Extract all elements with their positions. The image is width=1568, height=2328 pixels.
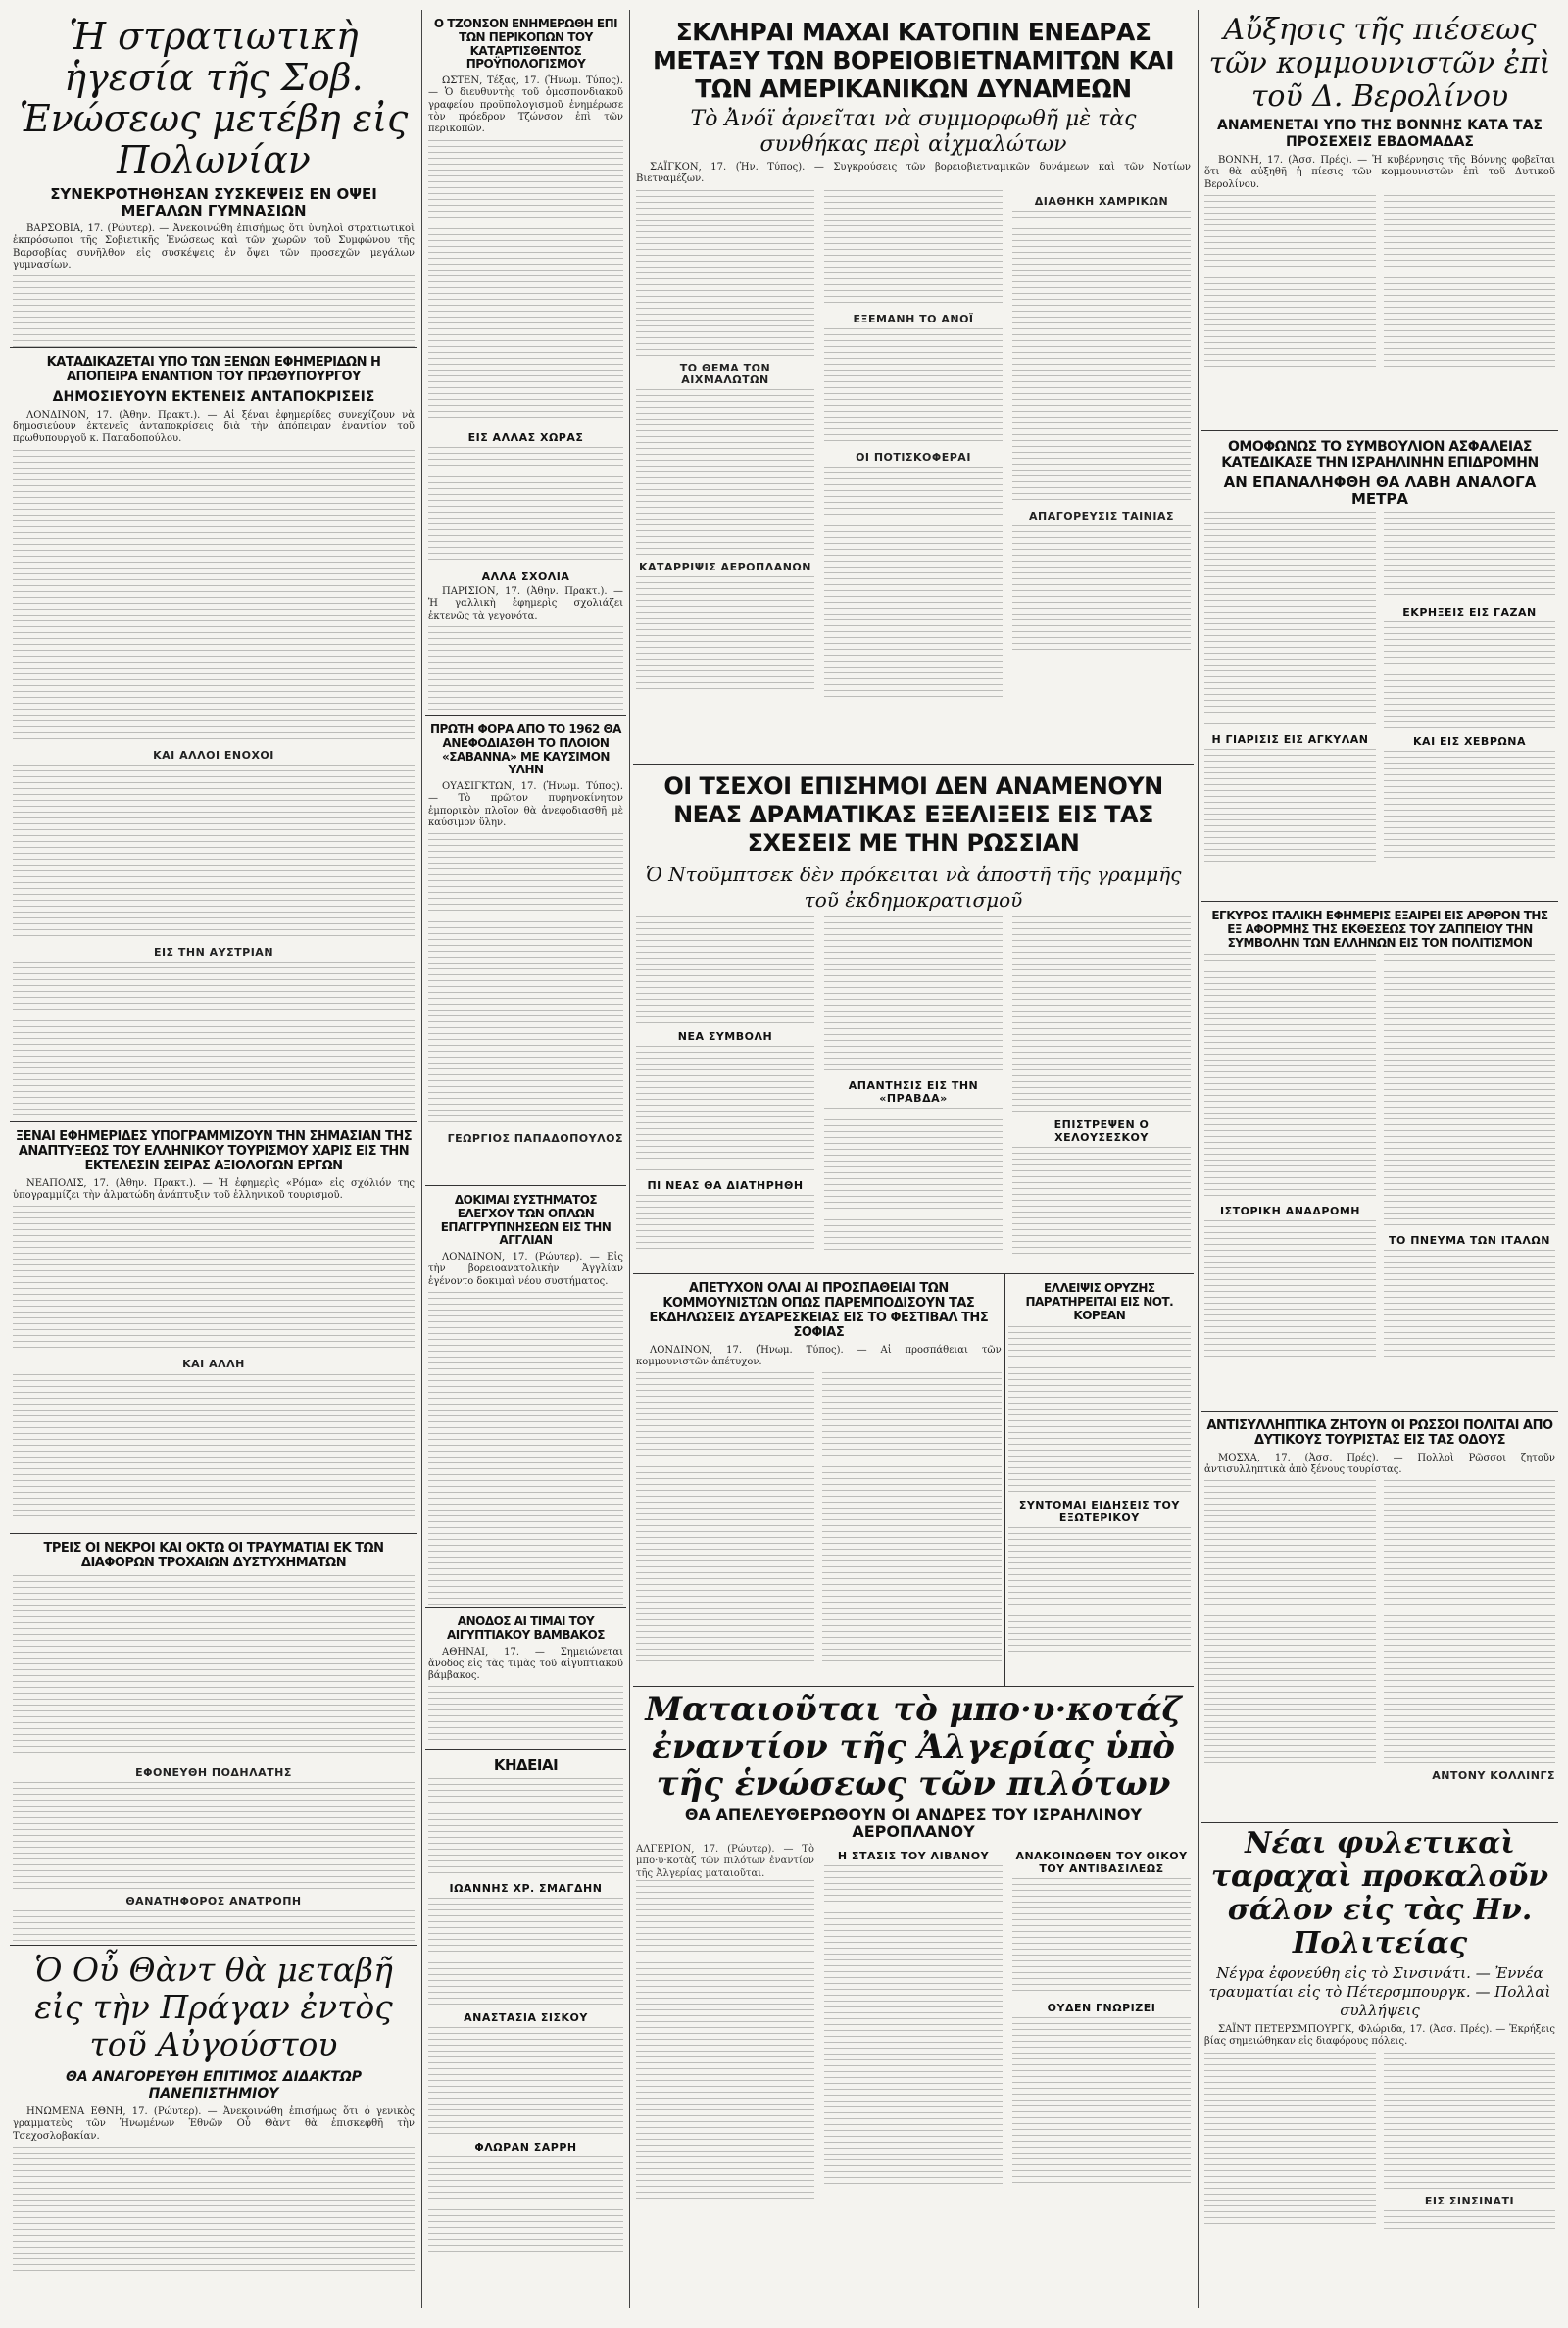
story-u-thant	[10, 1946, 417, 2308]
article-column	[636, 190, 814, 703]
section-kicker: ΤΟ ΠΝΕΥΜΑ ΤΩΝ ΙΤΑΛΩΝ	[1389, 1234, 1550, 1248]
text-lines	[428, 833, 623, 1127]
text-lines	[636, 190, 814, 357]
text-lines	[1384, 195, 1555, 371]
section-kicker: ΕΙΣ ΑΛΛΑΣ ΧΩΡΑΣ	[467, 431, 584, 444]
section-kicker: ΕΞΕΜΑΝΗ ΤΟ ΑΝΟΪ	[853, 312, 974, 325]
article-columns	[1204, 195, 1555, 371]
article-columns	[1204, 1480, 1555, 1764]
article-column	[1012, 190, 1191, 703]
article-columns	[1204, 2053, 1555, 2230]
story-vietnam	[633, 10, 1194, 765]
article-text: ΟΥΑΣΙΓΚΤΩΝ, 17. (Ἡνωμ. Τύπος). — Τὸ πρῶτον πυρηνοκίνητον ἐμπορικὸν πλοῖον θὰ ἀνεφοδιασθῆ μὲ καύσιμον ὕλην.	[428, 781, 623, 829]
section-kicker: ΟΙ ΠΟΤΙΣΚΟΦΕΡΑΙ	[856, 450, 971, 464]
text-lines	[822, 1372, 1001, 1666]
text-lines	[1384, 1250, 1555, 1367]
text-lines	[13, 962, 415, 1118]
newspaper-page	[10, 10, 1558, 2308]
text-lines	[1384, 954, 1555, 1228]
article-body	[1204, 2024, 1555, 2230]
subheadline: ΑΝΑΜΕΝΕΤΑΙ ΥΠΟ ΤΗΣ ΒΟΝΝΗΣ ΚΑΤΑ ΤΑΣ ΠΡΟΣΕΧΕΙΣ ΕΒΔΟΜΑΔΑΣ	[1216, 118, 1543, 150]
section-kicker: ΔΙΑΘΗΚΗ ΧΑΜΡΙΚΩΝ	[1034, 194, 1169, 208]
article-columns	[1204, 954, 1555, 1367]
text-lines	[13, 2147, 415, 2274]
subheadline: Νέγρα ἐφονεύθη εἰς τὸ Σινσινάτι. — Ἐννέα τραυματίαι εἰς τὸ Πέτερσμπουργκ. — Πολλαὶ συλλήψεις	[1208, 1964, 1551, 2019]
article-body	[428, 1647, 623, 1746]
text-lines	[13, 275, 415, 348]
story-soviet-poland	[10, 10, 417, 348]
text-lines	[636, 916, 814, 1024]
text-lines	[1008, 1326, 1191, 1493]
article-text: ΛΟΝΔΙΝΟΝ, 17. (Ἀθην. Πρακτ.). — Αἱ ξέναι ἐφημερίδες συνεχίζουν νὰ δημοσιεύουν ἐκτενεῖς ἀνταποκρίσεις διὰ τὴν ἀπόπειραν ἐναντίον τοῦ πρωθυπουργοῦ κ. Παπαδοπούλου.	[13, 409, 415, 445]
text-lines	[428, 1778, 623, 1876]
text-lines	[428, 1898, 623, 2006]
headline: ΣΚΛΗΡΑΙ ΜΑΧΑΙ ΚΑΤΟΠΙΝ ΕΝΕΔΡΑΣ ΜΕΤΑΞΥ ΤΩΝ ΒΟΡΕΙΟΒΙΕΤΝΑΜΙΤΩΝ ΚΑΙ ΤΩΝ ΑΜΕΡΙΚΑΝΙΚΩΝ ΔΥΝΑΜΕΩΝ	[652, 18, 1175, 103]
article-text: ΑΘΗΝΑΙ, 17. — Σημειώνεται ἄνοδος εἰς τὰς τιμὰς τοῦ αἰγυπτιακοῦ βάμβακος.	[428, 1646, 623, 1682]
headline: ΞΕΝΑΙ ΕΦΗΜΕΡΙΔΕΣ ΥΠΟΓΡΑΜΜΙΖΟΥΝ ΤΗΝ ΣΗΜΑΣΙΑΝ ΤΗΣ ΑΝΑΠΤΥΞΕΩΣ ΤΟΥ ΕΛΛΗΝΙΚΟΥ ΤΟΥΡΙΣΜΟΥ ΧΑΡΙΣ ΕΙΣ ΤΗΝ ΕΚΤΕΛΕΣΙΝ ΣΕΙΡΑΣ ΑΞΙΟΛΟΓΩΝ ΕΡΓΩΝ	[15, 1129, 413, 1173]
article-column	[1384, 512, 1555, 867]
article-text: ΑΛΓΕΡΙΟΝ, 17. (Ρώυτερ). — Τὸ μπο·υ·κοτὰζ τῶν πιλότων ἐναντίον τῆς Ἀλγερίας ματαιοῦται.	[636, 1844, 814, 1879]
text-lines	[1008, 1527, 1191, 1655]
subheadline: Τὸ Ἀνόϊ ἀρνεῖται νὰ συμμορφωθῆ μὲ τὰς συνθήκας περὶ αἰχμαλώτων	[690, 107, 1137, 157]
text-lines	[1204, 1220, 1376, 1367]
text-lines	[1012, 2017, 1191, 2184]
text-lines	[1204, 749, 1376, 867]
story-tourism	[10, 1122, 417, 1534]
text-lines	[1204, 2053, 1376, 2229]
article-column	[824, 1844, 1003, 2204]
section-kicker: ΟΥΔΕΝ ΓΝΩΡΙΖΕΙ	[1047, 2002, 1156, 2014]
row-festival-korea	[633, 1274, 1194, 1687]
section-kicker: ΑΛΛΑ ΣΧΟΛΙΑ	[481, 570, 570, 583]
text-lines	[428, 447, 623, 565]
funeral-name: ΙΩΑΝΝΗΣ ΧΡ. ΣΜΑΓΔΗΝ	[449, 1882, 603, 1896]
text-lines	[13, 1575, 415, 1761]
section-kicker: ΚΑΙ ΑΛΛΗ	[182, 1358, 245, 1371]
text-lines	[824, 328, 1003, 446]
text-lines	[428, 2027, 623, 2135]
text-lines	[13, 1206, 415, 1353]
subheadline: ΘΑ ΑΝΑΓΟΡΕΥΘΗ ΕΠΙΤΙΜΟΣ ΔΙΔΑΚΤΩΡ ΠΑΝΕΠΙΣΤΗΜΙΟΥ	[65, 2069, 363, 2102]
story-italian-newspaper	[1201, 902, 1558, 1412]
text-lines	[824, 1108, 1003, 1255]
section-kicker: ΕΙΣ ΤΗΝ ΑΥΣΤΡΙΑΝ	[153, 946, 274, 960]
article-body	[428, 586, 623, 715]
headline: ΔΟΚΙΜΑΙ ΣΥΣΤΗΜΑΤΟΣ ΕΛΕΓΧΟΥ ΤΩΝ ΟΠΛΩΝ ΕΠΑΓΓΡΥΠΝΗΣΕΩΝ ΕΙΣ ΤΗΝ ΑΓΓΛΙΑΝ	[440, 1193, 612, 1248]
text-lines	[1204, 195, 1376, 371]
text-lines	[636, 1372, 814, 1666]
text-lines	[428, 1686, 623, 1745]
text-lines	[428, 2156, 623, 2254]
section-kicker: ΚΑΙ ΑΛΛΟΙ ΕΝΟΧΟΙ	[153, 748, 274, 762]
column-4	[1201, 10, 1558, 2308]
article-body	[428, 781, 623, 1145]
article-text: ΛΟΝΔΙΝΟΝ, 17. (Ρώυτερ). — Εἰς τὴν βορειοανατολικὴν Ἀγγλίαν ἐγένοντο δοκιμαὶ νέου συστήματος.	[428, 1252, 623, 1287]
article-body	[13, 223, 415, 348]
text-lines	[824, 916, 1003, 1073]
article-column	[824, 190, 1003, 703]
story-other-countries	[425, 421, 626, 716]
article-text: ΩΣΤΕΝ, Τέξας, 17. (Ἡνωμ. Τύπος). — Ὁ διευθυντὴς τοῦ ὁμοσπονδιακοῦ γραφείου προϋπολογισμοῦ ἐνημέρωσε τὸν πρόεδρον Τζώνσον ἐπὶ τῶν περικοπῶν.	[428, 75, 623, 135]
article-text: ΠΑΡΙΣΙΟΝ, 17. (Ἀθην. Πρακτ.). — Ἡ γαλλικὴ ἐφημερὶς σχολιάζει ἐκτενῶς τὰ γεγονότα.	[428, 586, 623, 621]
story-funerals	[425, 1750, 626, 2299]
quote-author: ΓΕΩΡΓΙΟΣ ΠΑΠΑΔΟΠΟΥΛΟΣ	[447, 1132, 623, 1146]
section-kicker: ΑΠΑΓΟΡΕΥΣΙΣ ΤΑΙΝΙΑΣ	[1028, 509, 1175, 522]
headline: Ο ΤΖΟΝΣΟΝ ΕΝΗΜΕΡΩΘΗ ΕΠΙ ΤΩΝ ΠΕΡΙΚΟΠΩΝ ΤΟΥ ΚΑΤΑΡΤΙΣΘΕΝΤΟΣ ΠΡΟΫΠΟΛΟΓΙΣΜΟΥ	[433, 17, 618, 72]
headline: ΑΠΕΤΥΧΟΝ ΟΛΑΙ ΑΙ ΠΡΟΣΠΑΘΕΙΑΙ ΤΩΝ ΚΟΜΜΟΥΝΙΣΤΩΝ ΟΠΩΣ ΠΑΡΕΜΠΟΔΙΣΟΥΝ ΤΑΣ ΕΚΔΗΛΩΣΕΙΣ ΔΥΣΑΡΕΣΚΕΙΑΣ ΕΙΣ ΤΟ ΦΕΣΤΙΒΑΛ ΤΗΣ ΣΟΦΙΑΣ	[649, 1281, 989, 1340]
column-2	[425, 10, 626, 2308]
text-lines	[824, 190, 1003, 308]
article-body	[13, 2106, 415, 2274]
article-body	[636, 162, 1191, 702]
byline: ΑΝΤΟΝΥ ΚΟΛΛΙΝΓΣ	[1432, 1769, 1555, 1783]
headline: ΚΑΤΑΔΙΚΑΖΕΤΑΙ ΥΠΟ ΤΩΝ ΞΕΝΩΝ ΕΦΗΜΕΡΙΔΩΝ Η ΑΠΟΠΕΙΡΑ ΕΝΑΝΤΙΟΝ ΤΟΥ ΠΡΩΘΥΠΟΥΡΓΟΥ	[46, 355, 381, 384]
text-lines	[636, 576, 814, 694]
article-columns	[1204, 512, 1555, 867]
headline: Ματαιοῦται τὸ μπο·υ·κοτάζ ἐναντίον τῆς Ἀλγερίας ὑπὸ τῆς ἑνώσεως τῶν πιλότων	[645, 1690, 1182, 1804]
article-column	[1012, 916, 1191, 1255]
article-columns	[636, 190, 1191, 703]
text-lines	[1012, 525, 1191, 653]
text-lines	[13, 1910, 415, 1946]
story-korea-rice	[1005, 1274, 1194, 1686]
headline: ΚΗΔΕΙΑΙ	[493, 1757, 559, 1774]
story-cotton-prices	[425, 1608, 626, 1750]
section-kicker: ΕΦΟΝΕΥΘΗ ΠΟΔΗΛΑΤΗΣ	[135, 1765, 292, 1779]
headline: Ἡ στρατιωτικὴ ἡγεσία τῆς Σοβ. Ἑνώσεως μετέβη εἰς Πολωνίαν	[19, 15, 409, 181]
text-lines	[428, 140, 623, 421]
text-lines	[1012, 1878, 1191, 1996]
article-text: ΣΑΪΝΤ ΠΕΤΕΡΣΜΠΟΥΡΓΚ, Φλώριδα, 17. (Ἀσσ. Πρές). — Ἐκρήξεις βίας σημειώθηκαν εἰς διαφόρους πόλεις.	[1204, 2024, 1555, 2048]
section-kicker: ΕΚΡΗΞΕΙΣ ΕΙΣ ΓΑΖΑΝ	[1402, 606, 1537, 619]
text-lines	[1384, 2210, 1555, 2230]
headline: ΤΡΕΙΣ ΟΙ ΝΕΚΡΟΙ ΚΑΙ ΟΚΤΩ ΟΙ ΤΡΑΥΜΑΤΙΑΙ ΕΚ ΤΩΝ ΔΙΑΦΟΡΩΝ ΤΡΟΧΑΙΩΝ ΔΥΣΤΥΧΗΜΑΤΩΝ	[43, 1541, 384, 1570]
text-lines	[636, 1046, 814, 1173]
article-columns	[636, 916, 1191, 1255]
subheadline: ΑΝ ΕΠΑΝΑΛΗΦΘΗ ΘΑ ΛΑΒΗ ΑΝΑΛΟΓΑ ΜΕΤΡΑ	[1223, 473, 1537, 509]
text-lines	[1384, 621, 1555, 729]
article-column	[1012, 1844, 1191, 2204]
article-text: ΒΑΡΣΟΒΙΑ, 17. (Ρώυτερ). — Ἀνεκοινώθη ἐπισήμως ὅτι ὑψηλοὶ στρατιωτικοὶ ἐκπρόσωποι τῆς Σοβιετικῆς Ἑνώσεως καὶ τῶν χωρῶν τοῦ Συμφώνου τῆς Βαρσοβίας συνῆλθον εἰς συσκέψεις ἐν ὄψει τῶν προσεχῶν μεγάλων γυμνασίων.	[13, 223, 415, 271]
article-column	[1384, 2053, 1555, 2230]
section-kicker: Η ΣΤΑΣΙΣ ΤΟΥ ΛΙΒΑΝΟΥ	[837, 1850, 990, 1862]
headline: ΕΓΚΥΡΟΣ ΙΤΑΛΙΚΗ ΕΦΗΜΕΡΙΣ ΕΞΑΙΡΕΙ ΕΙΣ ΑΡΘΡΟΝ ΤΗΣ ΕΞ ΑΦΟΡΜΗΣ ΤΗΣ ΕΚΘΕΣΕΩΣ ΤΟΥ ΖΑΠΠΕΙΟΥ ΤΗΝ ΣΥΜΒΟΛΗΝ ΤΩΝ ΕΛΛΗΝΩΝ ΕΙΣ ΤΟΝ ΠΟΛΙΤΙΣΜΟΝ	[1211, 909, 1548, 950]
story-moscow-tourists	[1201, 1412, 1558, 1823]
story-savannah	[425, 716, 626, 1186]
section-kicker: ΙΣΤΟΡΙΚΗ ΑΝΑΔΡΟΜΗ	[1220, 1205, 1360, 1218]
column-rule	[421, 10, 422, 2308]
headline: Ὁ Οὖ Θὰντ θὰ μεταβῆ εἰς τὴν Πράγαν ἐντὸς τοῦ Αὐγούστου	[34, 1951, 393, 2063]
text-lines	[1204, 1480, 1376, 1764]
text-lines	[1384, 1480, 1555, 1764]
text-lines	[13, 1374, 415, 1521]
story-czechoslovakia	[633, 765, 1194, 1274]
text-lines	[13, 765, 415, 941]
story-sofia-festival	[633, 1274, 1005, 1686]
article-text: ΣΑΪΓΚΟΝ, 17. (Ἡν. Τύπος). — Συγκρούσεις τῶν βορειοβιετναμικῶν δυνάμεων καὶ τῶν Νοτίων Βιετναμέζων.	[636, 162, 1191, 185]
headline: Νέαι φυλετικαὶ ταραχαὶ προκαλοῦν σάλον εἰς τὰς Ην. Πολιτείας	[1210, 1826, 1549, 1960]
text-lines	[636, 1880, 814, 2204]
story-usa-riots	[1201, 1823, 1558, 2308]
story-berlin	[1201, 10, 1558, 431]
article-body	[1204, 1453, 1555, 1783]
story-security-council	[1201, 431, 1558, 902]
article-body	[1204, 155, 1555, 371]
section-kicker: ΕΙΣ ΣΙΝΣΙΝΑΤΙ	[1424, 2194, 1515, 2207]
text-lines	[1204, 512, 1376, 727]
headline: ΠΡΩΤΗ ΦΟΡΑ ΑΠΟ ΤΟ 1962 ΘΑ ΑΝΕΦΟΔΙΑΣΘΗ ΤΟ ΠΛΟΙΟΝ «ΣΑΒΑΝΝΑ» ΜΕ ΚΑΥΣΙΜΟΝ ΥΛΗΝ	[430, 722, 621, 777]
section-kicker: ΘΑΝΑΤΗΦΟΡΟΣ ΑΝΑΤΡΟΠΗ	[125, 1895, 302, 1908]
article-column	[636, 916, 814, 1255]
story-algeria-pilots	[633, 1687, 1194, 2295]
section-kicker: ΕΠΙΣΤΡΕΨΕΝ Ο ΧΕΛΟΥΣΕΣΚΟΥ	[1054, 1118, 1150, 1144]
subheadline: ΣΥΝΕΚΡΟΤΗΘΗΣΑΝ ΣΥΣΚΕΨΕΙΣ ΕΝ ΟΨΕΙ ΜΕΓΑΛΩΝ ΓΥΜΝΑΣΙΩΝ	[50, 185, 377, 220]
headline: ΑΝΟΔΟΣ ΑΙ ΤΙΜΑΙ ΤΟΥ ΑΙΓΥΠΤΙΑΚΟΥ ΒΑΜΒΑΚΟΣ	[447, 1614, 605, 1642]
text-lines	[1384, 512, 1555, 600]
article-text: ΛΟΝΔΙΝΟΝ, 17. (Ἡνωμ. Τύπος). — Αἱ προσπάθειαι τῶν κομμουνιστῶν ἀπέτυχον.	[636, 1344, 1002, 1368]
column-3	[633, 10, 1194, 2308]
article-columns	[636, 1372, 1002, 1666]
subheadline: ΘΑ ΑΠΕΛΕΥΘΕΡΩΘΟΥΝ ΟΙ ΑΝΔΡΕΣ ΤΟΥ ΙΣΡΑΗΛΙΝΟΥ ΑΕΡΟΠΛΑΝΟΥ	[684, 1806, 1143, 1841]
column-rule	[1198, 10, 1199, 2308]
article-body	[13, 1575, 415, 1946]
text-lines	[1012, 1147, 1191, 1255]
text-lines	[636, 389, 814, 556]
funeral-name: ΦΛΩΡΑΝ ΣΑΡΡΗ	[474, 2141, 577, 2155]
article-text: ΜΟΣΧΑ, 17. (Ἀσσ. Πρές). — Πολλοὶ Ρῶσσοι ζητοῦν ἀντισυλληπτικὰ ἀπὸ ξένους τουρίστας.	[1204, 1452, 1555, 1476]
story-weapon-tests	[425, 1186, 626, 1608]
headline: ΟΜΟΦΩΝΩΣ ΤΟ ΣΥΜΒΟΥΛΙΟΝ ΑΣΦΑΛΕΙΑΣ ΚΑΤΕΔΙΚΑΣΕ ΤΗΝ ΙΣΡΑΗΛΙΝΗΝ ΕΠΙΔΡΟΜΗΝ	[1221, 439, 1539, 471]
column-1	[10, 10, 417, 2308]
article-column	[1204, 954, 1376, 1367]
headline: Αὔξησις τῆς πιέσεως τῶν κομμουνιστῶν ἐπὶ τοῦ Δ. Βερολίνου	[1208, 13, 1551, 114]
headline: ΕΛΛΕΙΨΙΣ ΟΡΥΖΗΣ ΠΑΡΑΤΗΡΕΙΤΑΙ ΕΙΣ ΝΟΤ. ΚΟΡΕΑΝ	[1025, 1281, 1174, 1322]
text-lines	[824, 1865, 1003, 2189]
story-traffic-accidents	[10, 1534, 417, 1946]
section-kicker: ΑΝΑΚΟΙΝΩΘΕΝ ΤΟΥ ΟΙΚΟΥ ΤΟΥ ΑΝΤΙΒΑΣΙΛΕΩΣ	[1015, 1850, 1188, 1875]
text-lines	[428, 626, 623, 715]
headline: ΟΙ ΤΣΕΧΟΙ ΕΠΙΣΗΜΟΙ ΔΕΝ ΑΝΑΜΕΝΟΥΝ ΝΕΑΣ ΔΡΑΜΑΤΙΚΑΣ ΕΞΕΛΙΞΕΙΣ ΕΙΣ ΤΑΣ ΣΧΕΣΕΙΣ ΜΕ ΤΗΝ ΡΩΣΣΙΑΝ	[663, 772, 1163, 857]
text-lines	[1384, 751, 1555, 859]
text-lines	[1204, 954, 1376, 1199]
article-column	[824, 916, 1003, 1255]
article-body	[428, 75, 623, 421]
section-kicker: ΑΠΑΝΤΗΣΙΣ ΕΙΣ ΤΗΝ «ΠΡΑΒΔΑ»	[848, 1079, 979, 1105]
section-kicker: ΚΑΤΑΡΡΙΨΙΣ ΑΕΡΟΠΛΑΝΩΝ	[639, 561, 811, 574]
article-body	[13, 1178, 415, 1521]
story-johnson-budget	[425, 10, 626, 421]
column-rule	[629, 10, 630, 2308]
article-text: ΒΟΝΝΗ, 17. (Ἀσσ. Πρές). — Ἡ κυβέρνησις τῆς Βόννης φοβεῖται ὅτι θὰ αὐξηθῆ ἡ πίεσις τῶν κομμουνιστῶν ἐπὶ τοῦ Δυτικοῦ Βερολίνου.	[1204, 155, 1555, 190]
text-lines	[428, 1292, 623, 1606]
article-body	[636, 1345, 1002, 1667]
text-lines	[13, 1782, 415, 1890]
headline: ΑΝΤΙΣΥΛΛΗΠΤΙΚΑ ΖΗΤΟΥΝ ΟΙ ΡΩΣΣΟΙ ΠΟΛΙΤΑΙ ΑΠΟ ΔΥΤΙΚΟΥΣ ΤΟΥΡΙΣΤΑΣ ΕΙΣ ΤΑΣ ΟΔΟΥΣ	[1206, 1418, 1553, 1448]
article-text: ΝΕΑΠΟΛΙΣ, 17. (Ἀθην. Πρακτ.). — Ἡ ἐφημερὶς «Ρόμα» εἰς σχόλιόν της ὑπογραμμίζει τὴν ἀλματώδη ἀνάπτυξιν τοῦ ἑλληνικοῦ τουρισμοῦ.	[13, 1177, 415, 1202]
section-kicker: ΠΙ ΝΕΑΣ ΘΑ ΔΙΑΤΗΡΗΘΗ	[647, 1179, 804, 1192]
text-lines	[636, 1195, 814, 1254]
text-lines	[13, 450, 415, 744]
section-kicker: ΝΕΑ ΣΥΜΒΟΛΗ	[677, 1030, 773, 1043]
text-lines	[824, 467, 1003, 702]
article-columns	[636, 1844, 1191, 2204]
article-column	[1204, 512, 1376, 867]
text-lines	[1012, 916, 1191, 1113]
subheadline: Ὁ Ντοῦμπτσεκ δὲν πρόκειται νὰ ἀποστῆ τῆς γραμμῆς τοῦ ἐκδημοκρατισμοῦ	[645, 863, 1182, 912]
article-text: ΗΝΩΜΕΝΑ ΕΘΝΗ, 17. (Ρώυτερ). — Ἀνεκοινώθη ἐπισήμως ὅτι ὁ γενικὸς γραμματεὺς τῶν Ἡνωμένων Ἐθνῶν Οὖ Θὰντ θὰ ἐπισκεφθῆ τὴν Τσεχοσλοβακίαν.	[13, 2106, 415, 2142]
section-kicker: Η ΓΙΑΡΙΣΙΣ ΕΙΣ ΑΓΚΥΛΑΝ	[1211, 733, 1369, 747]
section-kicker: ΤΟ ΘΕΜΑ ΤΩΝ ΑΙΧΜΑΛΩΤΩΝ	[679, 361, 771, 386]
article-body	[13, 410, 415, 1118]
funeral-name: ΑΝΑΣΤΑΣΙΑ ΣΙΣΚΟΥ	[464, 2011, 588, 2025]
article-column	[636, 1844, 814, 2204]
text-lines	[1012, 211, 1191, 505]
section-kicker: ΚΑΙ ΕΙΣ ΧΕΒΡΩΝΑ	[1413, 735, 1526, 749]
section-kicker: ΣΥΝΤΟΜΑΙ ΕΙΔΗΣΕΙΣ ΤΟΥ ΕΞΩΤΕΡΙΚΟΥ	[1018, 1499, 1180, 1525]
subheadline: ΔΗΜΟΣΙΕΥΟΥΝ ΕΚΤΕΝΕΙΣ ΑΝΤΑΠΟΚΡΙΣΕΙΣ	[52, 388, 375, 405]
text-lines	[1384, 2053, 1555, 2190]
story-assassination-attempt	[10, 348, 417, 1122]
article-body	[428, 1252, 623, 1606]
article-column	[1384, 954, 1555, 1367]
